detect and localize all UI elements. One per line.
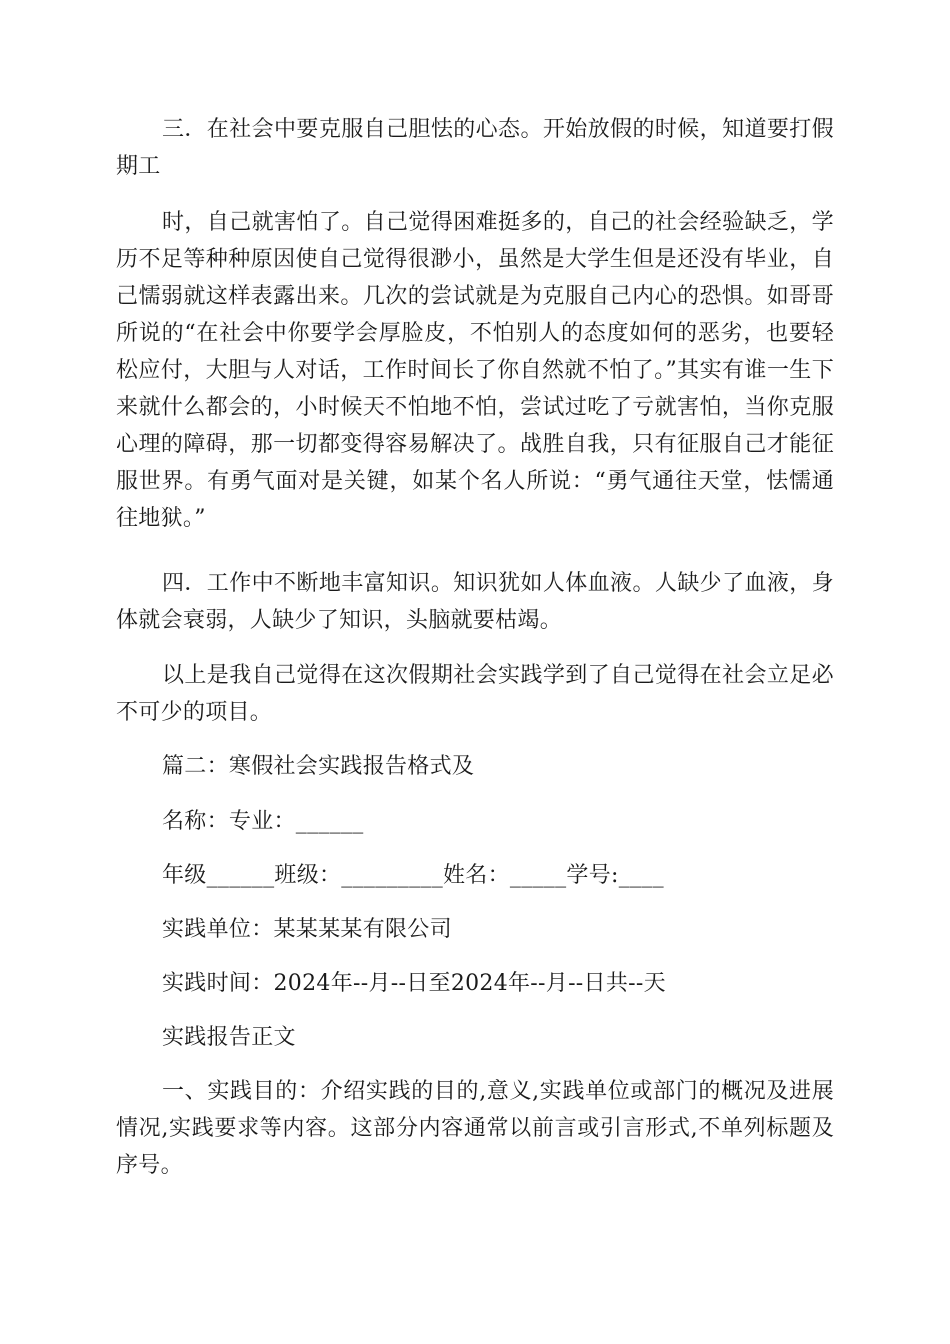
field-practice-time: 实践时间：2024年--月--日至2024年--月--日共--天: [162, 971, 666, 996]
paragraph-summary: 以上是我自己觉得在这次假期社会实践学到了自己觉得在社会立足必不可少的项目。: [116, 663, 834, 725]
field-name-major: 名称：专业：______: [162, 809, 364, 834]
field-practice-unit: 实践单位：某某某某有限公司: [162, 917, 452, 942]
paragraph-part-two-title: 篇二：寒假社会实践报告格式及: [162, 754, 475, 779]
paragraph-practice-purpose: 一、实践目的：介绍实践的目的,意义,实践单位或部门的概况及进展情况,实践要求等内容。这部分内容通常以前言或引言形式,不单列标题及序号。: [116, 1079, 834, 1178]
paragraph-section-four: 四．工作中不断地丰富知识。知识犹如人体血液。人缺少了血液，身体就会衰弱，人缺少了知识，头脑就要枯竭。: [116, 571, 834, 633]
field-grade-class-name-id: 年级______班级：_________姓名：_____学号:____: [162, 863, 664, 888]
paragraph-section-three-body: 时，自己就害怕了。自己觉得困难挺多的，自己的社会经验缺乏，学历不足等种种原因使自己觉得很渺小，虽然是大学生但是还没有毕业，自己懦弱就这样表露出来。几次的尝试就是为克服自己内心的恐惧。如哥哥所说的“在社会中你要学会厚脸皮，不怕别人的态度如何的恶劣，也要轻松应付，大胆与人对话，工作时间长了你自然就不怕了。”其实有谁一生下来就什么都会的，小时候天不怕地不怕，尝试过吃了亏就害怕，当你克服心理的障碍，那一切都变得容易解决了。战胜自我，只有征服自己才能征服世界。有勇气面对是关键，如某个名人所说：“勇气通往天堂，怯懦通往地狱。”: [116, 210, 834, 531]
paragraph-section-three-heading: 三．在社会中要克服自己胆怯的心态。开始放假的时候，知道要打假期工: [116, 117, 834, 179]
heading-report-body: 实践报告正文: [162, 1025, 296, 1050]
